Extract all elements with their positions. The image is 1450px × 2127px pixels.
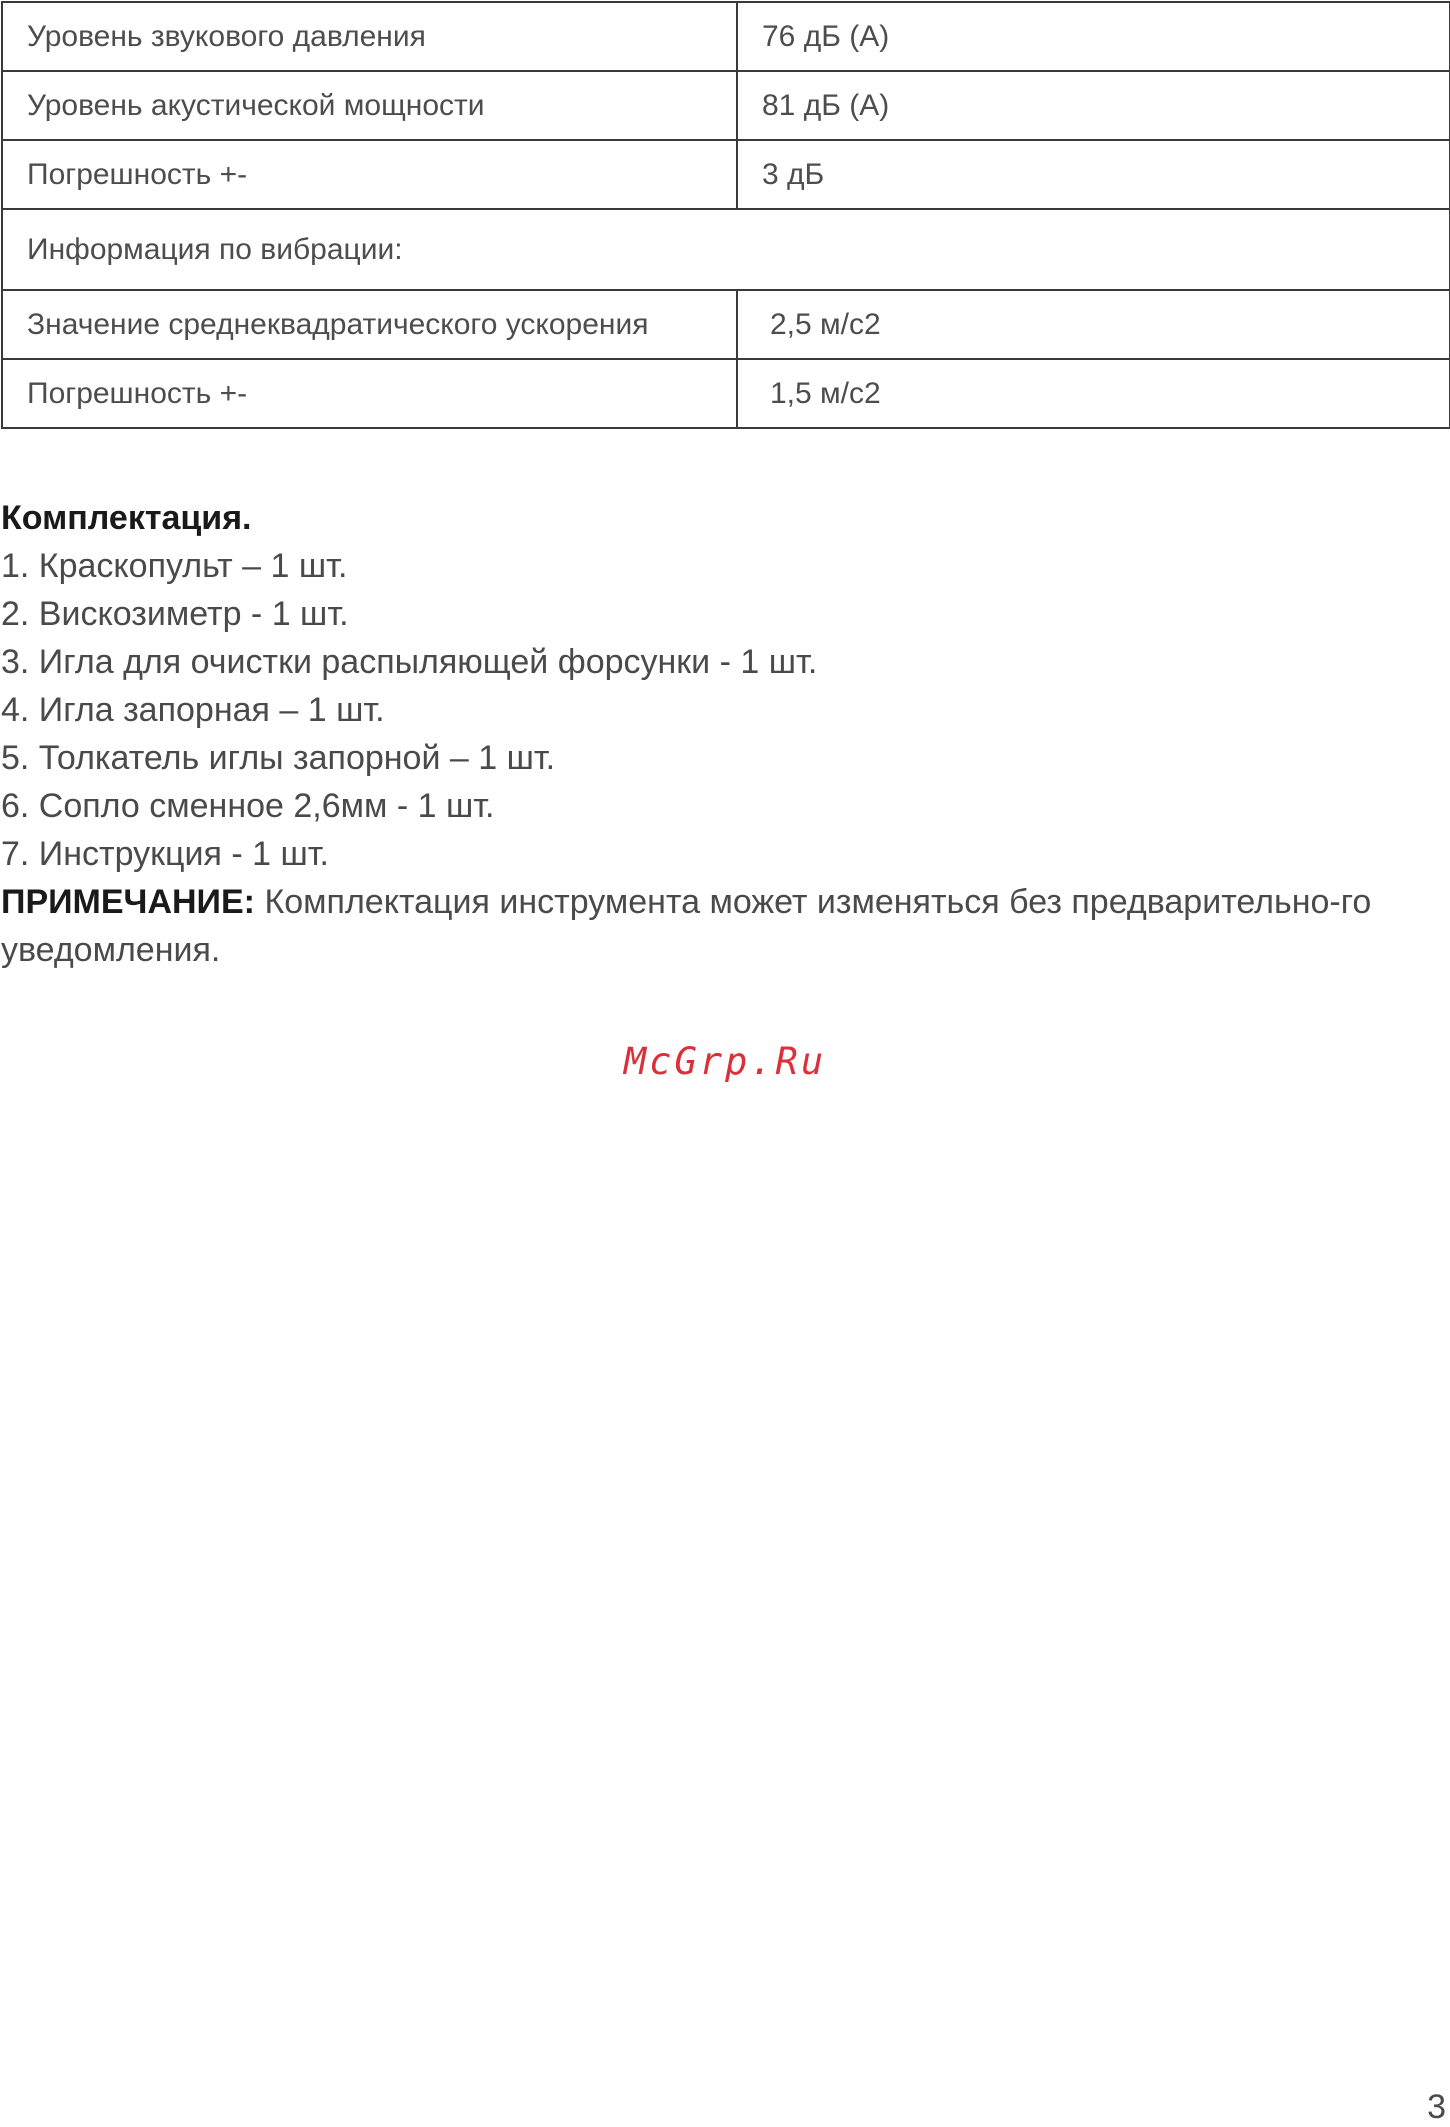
table-row — [2, 2, 1450, 71]
kit-section — [1, 494, 1446, 974]
vibration-section-heading: Информация по вибрации: — [2, 209, 1450, 290]
spec-label: Уровень акустической мощности — [2, 71, 737, 140]
spec-value: 81 дБ (А) — [737, 71, 1450, 140]
list-item: 2. Вискозиметр - 1 шт. — [1, 595, 349, 633]
table-section-row — [2, 209, 1450, 290]
list-item: 5. Толкатель иглы запорной – 1 шт. — [1, 739, 556, 777]
note-label: ПРИМЕЧАНИЕ: — [1, 883, 255, 921]
list-item: 6. Сопло сменное 2,6мм - 1 шт. — [1, 787, 495, 825]
spec-value: 3 дБ — [737, 140, 1450, 209]
spec-label: Значение среднеквадратического ускорения — [2, 290, 737, 359]
page-number: 3 — [1427, 2088, 1446, 2126]
spec-table — [1, 1, 1450, 429]
list-item: 1. Краскопульт – 1 шт. — [1, 547, 348, 585]
spec-value: 76 дБ (А) — [737, 2, 1450, 71]
watermark: McGrp.Ru — [623, 1040, 827, 1083]
table-row — [2, 290, 1450, 359]
table-row — [2, 140, 1450, 209]
spec-label: Уровень звукового давления — [2, 2, 737, 71]
spec-value: 2,5 м/с2 — [737, 290, 1450, 359]
list-item: 4. Игла запорная – 1 шт. — [1, 691, 385, 729]
list-item: 3. Игла для очистки распыляющей форсунки - 1 шт. — [1, 643, 818, 681]
kit-note — [1, 878, 1446, 974]
kit-title: Комплектация. — [1, 499, 252, 537]
table-row — [2, 359, 1450, 428]
table-row — [2, 71, 1450, 140]
spec-label: Погрешность +- — [2, 359, 737, 428]
list-item: 7. Инструкция - 1 шт. — [1, 835, 329, 873]
note-text: Комплектация инструмента может изменяться без предварительно-го уведомления. — [1, 883, 1372, 969]
spec-label: Погрешность +- — [2, 140, 737, 209]
spec-value: 1,5 м/с2 — [737, 359, 1450, 428]
